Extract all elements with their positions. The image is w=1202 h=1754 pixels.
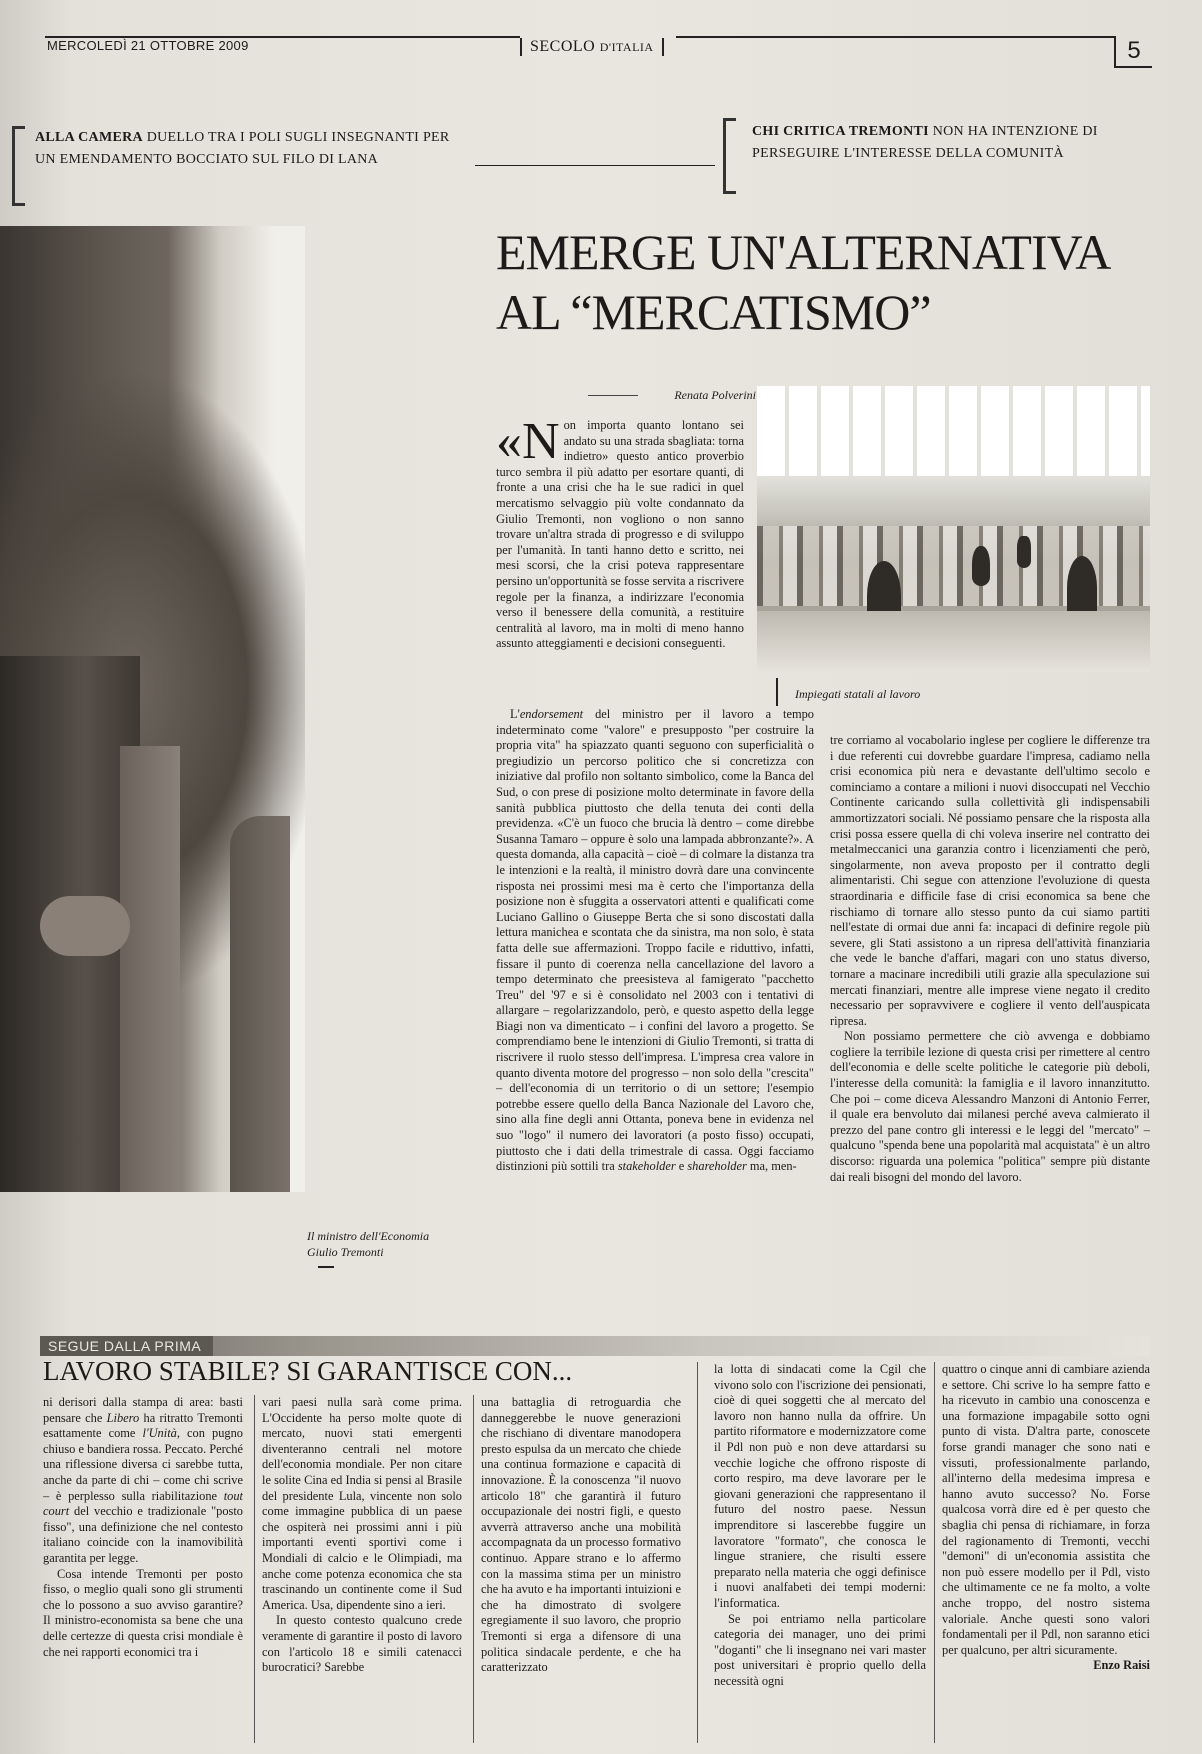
bottom-column-rule (254, 1395, 255, 1743)
kicker-divider (475, 165, 715, 166)
portrait-photo (0, 226, 305, 1192)
bottom-italic: l'Unità (142, 1426, 177, 1441)
newspaper-name-small: D'ITALIA (599, 40, 654, 54)
bottom-italic: tout court (43, 1488, 243, 1519)
article-headline (496, 222, 1156, 342)
kicker-left-bracket (12, 126, 25, 206)
bottom-headline: LAVORO STABILE? SI GARANTISCE CON... (43, 1356, 573, 1386)
bottom-italic: Libero (106, 1410, 140, 1425)
portrait-caption-tick (318, 1266, 334, 1268)
bottom-paragraph: la lotta di sindacati come la Cgil che vivono solo con l'iscrizione dei pensionati, cioè di quei soggetti che al mercato del lavoro non hanno nulla da offrire. Un partito riformatore e modernizzatore come il Pdl non può e non deve attardarsi su vecchie logiche che offrono risposte di corto respiro, ma deve lavorare per le giovani generazioni che rappresentano il futuro del nostro paese. Nessun imprenditore si lascerebbe fuggire un lavoratore "formato", che conosca le lingue straniere, che risulti essere preparato nella materia che oggi definisce i nuovi analfabeti dei tempi moderni: l'informatica. (714, 1362, 926, 1610)
article-paragraph: tre corriamo al vocabolario inglese per cogliere le differenze tra i due referenti cui dovrebbe guardare l'impresa, cadiamo nella crisi economica più nera e devastante dell'ultimo secolo e cominciamo a contare a milioni i nuovi disoccupati nel Vecchio Continente caricando sulla collettività gli indispensabili ammortizzatori sociali. Né possiamo pensare che la risposta alla crisi possa essere quella di chi voleva inserire nel contratto dei metalmeccanici una garanzia contro i licenziamenti che però, singolarmente, non aveva proposto per il contratto degli alimentaristi. Chi segue con attenzione l'evoluzione di questa straordinaria e difficile fase di crisi economica sa bene che rischiamo di tornare allo stesso punto da cui siamo partiti nell'estate di ormai due anni fa: incapaci di definire regole più severe, gli Stati assistono a un ripresa dell'attività finanziaria che vede le banche d'affari, magari con uno status diverso, tornare a macinare incredibili utili grazie alla speculazione sui mercati finanziari, mentre alle imprese viene negato il credito necessario per sopravvivere e cogliere il vento dell'auspicata ripresa. (830, 733, 1150, 1028)
kicker-left (35, 127, 465, 171)
office-worker (972, 546, 990, 586)
bottom-paragraph: quattro o cinque anni di cambiare azienda e settore. Chi scrive lo ha sempre fatto e ha ricevuto in cambio una conoscenza e una formazione impagabile sotto ogni punto di vista. D'altra parte, conoscete forse grandi manager che sono nati e vissuti, professionalmente parlando, all'interno della medesima impresa e hanno avuto successo? No. Forse qualcosa vorrà dire ed è per questo che sbaglia chi pensa di richiamare, in forza del ragionamento di Tremonti, vecchi "demoni" di un'economia assistita che non può essere modello per il Pdl, visto che ultimamente ce ne fa molto, a volte anche troppo, del nostro sistema valoriale. Anche questi sono valori fondamentali per il Pdl, non saranno etici per qualcuno, per altri sicuramente. (942, 1362, 1150, 1657)
article-text: e (675, 1159, 688, 1174)
portrait-sleeve (230, 816, 290, 1192)
issue-date: MERCOLEDÌ 21 OTTOBRE 2009 (47, 38, 249, 53)
article-paragraph (496, 707, 814, 1175)
portrait-caption-line1: Il ministro dell'Economia (307, 1229, 430, 1243)
bottom-column-rule (473, 1395, 474, 1743)
office-photo (757, 386, 1150, 672)
headline-line-2: AL “MERCATISMO” (496, 284, 931, 340)
article-intro-text: on importa quanto lontano sei andato su una strada sbagliata: torna indietro» questo antico proverbio turco sembra il più adatto per esortare quanti, di fronte a una crisi che ha le sue radici in quel mercatismo selvaggio più volte condannato da Giulio Tremonti, non vogliono o non sanno trovare un'altra strada di progresso e di sviluppo per l'umanità. In tanti hanno detto e scritto, nei mesi scorsi, che la crisi poteva rappresentare persino un'opportunità se fosse servita a riscrivere regole per la finanza, a indirizzare l'economia verso il benessere della comunità, a restituire centralità al lavoro, ma in molti di meno hanno assunto atteggiamenti e decisioni conseguenti. (496, 418, 744, 651)
office-caption: Impiegati statali al lavoro (795, 687, 921, 701)
newspaper-name-main: SECOLO (530, 38, 596, 55)
article-text: ma, men- (746, 1159, 797, 1174)
bottom-paragraph: Cosa intende Tremonti per posto fisso, o meglio quali sono gli strumenti che lo possono a suo avviso garantire? Il ministro-economista sa bene che una delle certezze di questa crisi mondiale è che nei rapporti economici tra i (43, 1566, 243, 1659)
bottom-column-rule (934, 1362, 935, 1743)
bottom-paragraph: vari paesi nulla sarà come prima. L'Occidente ha perso molte quote di mercato, nuovi stati emergenti diventeranno centrali nel motore dell'economia mondiale. Per non citare le solite Cina ed India si pensi al Brasile del presidente Lula, vincente non solo come immagine pubblica di un paese che ospiterà nei prossimi anni i più importanti eventi sportivi come i Mondiali di calcio e le Olimpiadi, ma anche come potenza economica che sta trascinando un continente come il Sud America. Usa, dipendente sino a ieri. (262, 1395, 462, 1612)
bottom-paragraph: Se poi entriamo nella particolare categoria dei manager, uno dei primi "doganti" che li insegnano nei vari master post universitari è proprio quello della necessità ogni (714, 1611, 926, 1688)
article-text: L' (510, 707, 520, 721)
bottom-text: ni derisori dalla stampa di area: basti pensare che (43, 1395, 243, 1425)
header-rule-right (676, 36, 1116, 38)
bottom-text: ha ritratto Tremonti esattamente come (43, 1410, 243, 1441)
bottom-paragraph: In questo contesto qualcuno crede veramente di garantire il posto di lavoro con l'articolo 18 e simili catenacci burocratici? Sarebbe (262, 1613, 462, 1675)
bottom-text: , con pugno chiuso e bandiera rossa. Peccato. Perché una riflessione diversa ci sarebbe tutta, anche da parte di chi – come chi scrive – è perplesso sulla riabilitazione (43, 1426, 243, 1503)
article-intro-paragraph (496, 418, 744, 652)
kicker-right (752, 121, 1152, 165)
page-number: 5 (1114, 36, 1152, 68)
article-intro-column (496, 418, 744, 706)
office-floor (757, 611, 1150, 672)
article-italic-term: stakeholder (617, 1159, 676, 1174)
bottom-column-3 (481, 1395, 681, 1745)
article-column-2 (830, 733, 1150, 1297)
kicker-right-bracket (723, 118, 736, 194)
office-ceiling (757, 386, 1150, 476)
headline-line-1: EMERGE UN'ALTERNATIVA (496, 224, 1111, 280)
article-text: del ministro per il lavoro a tempo indeterminato come "valore" e presupposto "per costruire la propria vita" ha spiazzato quanti seguono con superficialità o pregiudizio un percorso politico che si concretizza con iniziative dal profilo non soltanto simbolico, come la Banca del Sud, o con prese di posizione molto determinate in favore della sanità pubblica piuttosto che della tenuta dei conti della previdenza. «C'è un fuoco che brucia là dentro – come direbbe Susanna Tamaro – oppure è solo una lampada abbronzante?». A questa domanda, alla capacità – cioè – di colmare la distanza tra le intenzioni e la realtà, il ministro dovrà dare una convincente risposta nei prossimi mesi ma è certo che l'importanza della posizione non è sfuggita a osservatori attenti e qualificati come Luciano Gallino o Giuseppe Berta che si sono discostati dalla lettura manichea e scontata che da sinistra, ma non solo, è stata fatta delle sue affermazioni. Troppo facile e riduttivo, infatti, fissare il punto di coerenza nella cancellazione del lavoro a tempo determinato che preesisteva al famigerato "pacchetto Treu" del '97 e si è consolidato nel 2003 con i tentativi di allargare – regolarizzandolo, però, e questo aspetto della legge Biagi non va dimenticato – i confini del lavoro a progetto. Se comprendiamo bene le intenzioni di Giulio Tremonti, si tratta di riscrivere il ruolo stesso dell'impresa. L'impresa crea valore in quanto diventa motore del progresso – non solo della "crescita" – dell'economia di un territorio o di un settore; l'esempio potrebbe essere quello della Banca Nazionale del Lavoro che, sino alla fine degli anni Ottanta, poneva bene in evidenza nel suo "logo" il numero dei lavoratori (a posto fisso) occupati, piuttosto che i dati della trimestrale di cassa. Oggi facciamo distinzioni più sottili tra (496, 707, 814, 1174)
portrait-caption (307, 1228, 482, 1260)
bottom-column-rule (697, 1362, 698, 1743)
bottom-column-4 (714, 1362, 926, 1746)
article-italic-term: endorsement (519, 707, 584, 721)
office-caption-tick (776, 678, 778, 706)
article-italic-term: shareholder (687, 1159, 747, 1174)
bottom-column-1 (43, 1395, 243, 1745)
portrait-lapel (120, 746, 180, 1192)
article-column-1 (496, 707, 814, 1297)
bottom-column-5 (942, 1362, 1150, 1746)
bottom-text: del vecchio e tradizionale "posto fisso", una definizione che nel contesto italiano coincide con la inamovibilità garantita per legge. (43, 1504, 243, 1565)
article-paragraph: Non possiamo permettere che ciò avvenga e dobbiamo cogliere la terribile lezione di questa crisi per rimettere al centro dell'economia e delle scelte politiche le categorie più deboli, l'interesse della comunità: la famiglia e il lavoro innanzitutto. Che poi – come diceva Alessandro Manzoni di Antonio Ferrer, il quale era benvoluto dai milanesi perché aveva calmierato il prezzo del pane contro gli interessi e le leggi del "mercato" – qualcuno "spenda bene una popolarità mal acquistata" è un altro discorso: riguarda una polemica "politica" sempre più distante dai reali bisogni del mondo del lavoro. (830, 1029, 1150, 1184)
bottom-column-2 (262, 1395, 462, 1745)
bottom-paragraph (43, 1395, 243, 1567)
article-dropcap: «N (496, 418, 560, 470)
portrait-hand (40, 896, 130, 956)
portrait-caption-line2: Giulio Tremonti (307, 1245, 384, 1259)
article-byline: Renata Polverini (636, 388, 756, 403)
kicker-left-lead: ALLA CAMERA (35, 130, 143, 145)
section-label: SEGUE DALLA PRIMA (40, 1336, 213, 1356)
bottom-paragraph: una battaglia di retroguardia che danneggerebbe le nuove generazioni che rischiano di diventare manodopera presto espulsa da un mercato che chiede una continua formazione e capacità di innovazione. È la conoscenza "il nuovo articolo 18" che garantirà il futuro occupazionale dei nostri figli, e questo avverrà attraverso anche una mobilità accompagnata da un processo formativo continuo. Appare strano e lo affermo con la massima stima per un ministro che ha avuto e ha importanti intuizioni e che ha dimostrato di svolgere egregiamente il suo lavoro, che proprio Tremonti si erga a difensore di una politica sindacale perdente, e che ha caratterizzato (481, 1395, 681, 1675)
kicker-right-text: NON HA INTENZIONE DI PERSEGUIRE L'INTERESSE DELLA COMUNITÀ (752, 124, 1098, 161)
newspaper-name (520, 38, 664, 56)
author-signature: Enzo Raisi (1093, 1658, 1150, 1673)
kicker-left-text: DUELLO TRA I POLI SUGLI INSEGNANTI PER UN EMENDAMENTO BOCCIATO SUL FILO DI LANA (35, 130, 450, 167)
office-worker (1017, 536, 1031, 568)
kicker-right-lead: CHI CRITICA TREMONTI (752, 124, 929, 139)
